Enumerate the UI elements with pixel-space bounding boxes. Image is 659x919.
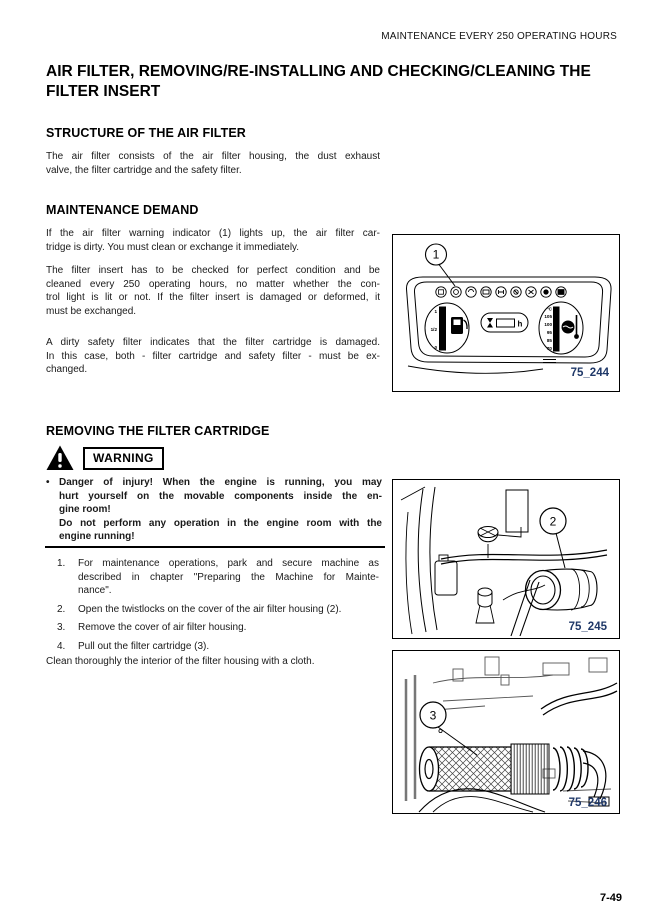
warning-text: Danger of injury! When the engine is running, you may hurt yourself on the movable components inside the en- gine room! Do not perform any operation in the engine room with the engine running! [59, 477, 382, 543]
step-text: Pull out the filter cartridge (3). [78, 640, 210, 652]
step-number: 1. [57, 558, 66, 569]
svg-text:3: 3 [429, 708, 437, 723]
svg-text:70: 70 [546, 346, 552, 351]
section-heading-maintenance-demand: MAINTENANCE DEMAND [46, 203, 199, 217]
step-number: 3. [57, 622, 66, 634]
indicator-lights [436, 287, 566, 297]
filter-cartridge-drawing [393, 651, 619, 813]
figure-caption: 75_245 [568, 621, 607, 633]
step-text: For maintenance operations, park and secure machine as described in chapter "Preparing the Machine for Mainte- nance". [78, 558, 379, 597]
air-filter-housing-drawing [393, 480, 619, 638]
figure-filter-cartridge [392, 650, 620, 814]
running-header: MAINTENANCE EVERY 250 OPERATING HOURS [381, 31, 617, 42]
step-number: 4. [57, 640, 66, 652]
svg-text:h: h [517, 319, 523, 329]
paragraph-md-3: A dirty safety filter indicates that the filter cartridge is damaged. In this case, both - filter cartridge and safety filter - must be ex- changed. [46, 337, 380, 376]
step-text: Remove the cover of air filter housing. [78, 622, 247, 634]
step-item [57, 603, 379, 617]
horizontal-rule [45, 546, 385, 548]
bullet-marker: • [46, 477, 50, 488]
figure-instrument-panel [392, 234, 620, 392]
step-text: Open the twistlocks on the cover of the air filter housing (2). [78, 603, 342, 615]
callout-1 [426, 244, 456, 286]
section-heading-removing: REMOVING THE FILTER CARTRIDGE [46, 424, 270, 438]
fuel-gauge-icon [425, 303, 469, 353]
svg-text:1: 1 [434, 309, 437, 314]
warning-label: WARNING [83, 447, 164, 470]
figure-caption: 75_244 [570, 367, 609, 379]
section-heading-structure: STRUCTURE OF THE AIR FILTER [46, 126, 246, 140]
warning-triangle-icon [46, 445, 74, 471]
warning-list-item [46, 476, 382, 544]
warning-banner [46, 445, 164, 471]
figure-air-filter-housing [392, 479, 620, 639]
svg-text:105: 105 [544, 314, 552, 319]
instrument-panel-drawing [393, 235, 619, 391]
paragraph-structure: The air filter consists of the air filter housing, the dust exhaust valve, the filter cartridge and the safety filter. [46, 151, 380, 176]
svg-text:0: 0 [434, 345, 437, 350]
svg-text:100: 100 [544, 322, 552, 327]
svg-text:°C: °C [546, 306, 552, 312]
step-list [57, 557, 379, 659]
page-title: AIR FILTER, REMOVING/RE-INSTALLING AND CHECKING/CLEANING THE FILTER INSERT [46, 63, 591, 100]
footer-page-number: 7-49 [599, 892, 622, 904]
svg-text:95: 95 [546, 330, 552, 335]
step-item [57, 621, 379, 635]
step-number: 2. [57, 603, 66, 615]
svg-text:85: 85 [546, 338, 552, 343]
temperature-gauge-icon [539, 302, 583, 354]
svg-text:2: 2 [549, 514, 557, 529]
step-item [57, 557, 379, 598]
callout-2 [540, 508, 566, 568]
paragraph-md-1: If the air filter warning indicator (1) lights up, the air filter car- tridge is dirty. You must clean or exchange it immediately. [46, 228, 380, 253]
svg-text:1/2: 1/2 [430, 327, 437, 332]
paragraph-md-2: The filter insert has to be checked for perfect condition and be cleaned every 250 operating hours, no matter whether the con- trol light is lit or not. If the filter insert is damaged or deformed, it must be exchanged. [46, 265, 380, 317]
figure-caption: 75_246 [568, 797, 607, 809]
svg-text:1: 1 [432, 247, 440, 262]
hour-meter-icon [481, 313, 528, 332]
paragraph-closing: Clean thoroughly the interior of the filter housing with a cloth. [46, 656, 315, 667]
step-item [57, 640, 379, 654]
